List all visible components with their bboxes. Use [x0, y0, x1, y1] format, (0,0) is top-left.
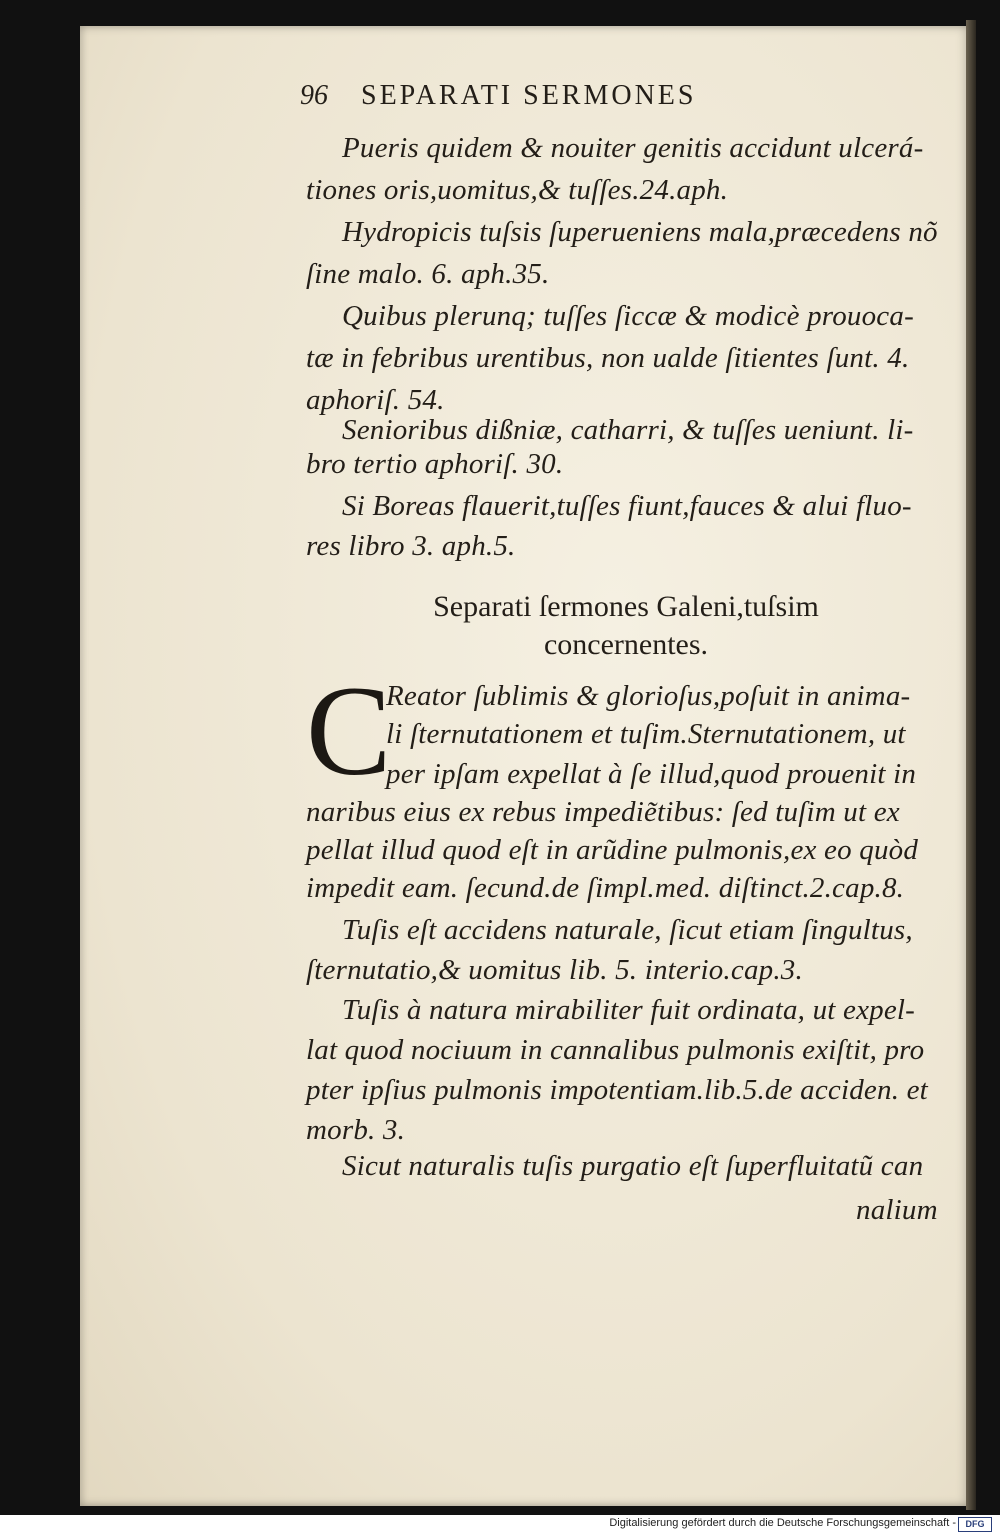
catchword: nalium: [856, 1194, 938, 1226]
text-line: morb. 3.: [306, 1114, 406, 1146]
page-number: 96: [300, 80, 328, 111]
drop-cap: C: [306, 660, 392, 802]
text-line: ſternutatio,& uomitus lib. 5. interio.cap.3.: [306, 954, 803, 986]
page-header: [300, 80, 820, 112]
text-line: tiones oris,uomitus,& tuſſes.24.aph.: [306, 174, 729, 206]
text-line: pellat illud quod eſt in arũdine pulmonis,ex eo quòd: [306, 834, 919, 866]
text-line: naribus eius ex rebus impedie͂tibus: ſed tuſim ut ex: [306, 796, 900, 828]
text-line: Sicut naturalis tuſis purgatio eſt ſuperfluitatũ can: [342, 1150, 924, 1182]
text-line: Hydropicis tuſsis ſuperueniens mala,præcedens nõ: [342, 216, 938, 248]
text-line: res libro 3. aph.5.: [306, 530, 516, 562]
text-line: Reator ſublimis & glorioſus,poſuit in anima-: [386, 680, 911, 712]
text-line: aphoriſ. 54.: [306, 384, 445, 416]
text-line: Quibus plerunq; tuſſes ſiccæ & modicè prouoca-: [342, 300, 914, 332]
text-line: per ipſam expellat à ſe illud,quod prouenit in: [386, 758, 917, 790]
text-line: lat quod nociuum in cannalibus pulmonis exiſtit, pro: [306, 1034, 925, 1066]
text-line: Tuſis à natura mirabiliter fuit ordinata, ut expel-: [342, 994, 916, 1026]
footer-credit: Digitalisierung gefördert durch die Deutsche Forschungsgemeinschaft -: [609, 1517, 956, 1529]
section-heading-line2: concernentes.: [543, 628, 709, 661]
text-line: Tuſis eſt accidens naturale, ſicut etiam ſingultus,: [342, 914, 913, 946]
text-line: ſine malo. 6. aph.35.: [306, 258, 550, 290]
text-line: Pueris quidem & nouiter genitis accidunt ulcerá-: [342, 132, 924, 164]
book-spine: [966, 20, 976, 1510]
text-line: impedit eam. ſecund.de ſimpl.med. diſtinct.2.cap.8.: [306, 872, 905, 904]
text-line: li ſternutationem et tuſim.Sternutationem, ut: [386, 718, 906, 750]
section-heading-line1: Separati ſermones Galeni,tuſsim: [433, 590, 819, 623]
text-line: Senioribus dißniæ, catharri, & tuſſes ueniunt. li-: [342, 414, 914, 446]
text-line: bro tertio aphoriſ. 30.: [306, 448, 564, 480]
text-line: Si Boreas flauerit,tuſſes fiunt,fauces & alui fluo-: [342, 490, 912, 522]
dfg-logo-icon: DFG: [958, 1517, 992, 1532]
running-head: SEPARATI SERMONES: [361, 80, 697, 111]
text-line: tæ in febribus urentibus, non ualde ſitientes ſunt. 4.: [306, 342, 910, 374]
text-line: pter ipſius pulmonis impotentiam.lib.5.de acciden. et: [306, 1074, 928, 1106]
